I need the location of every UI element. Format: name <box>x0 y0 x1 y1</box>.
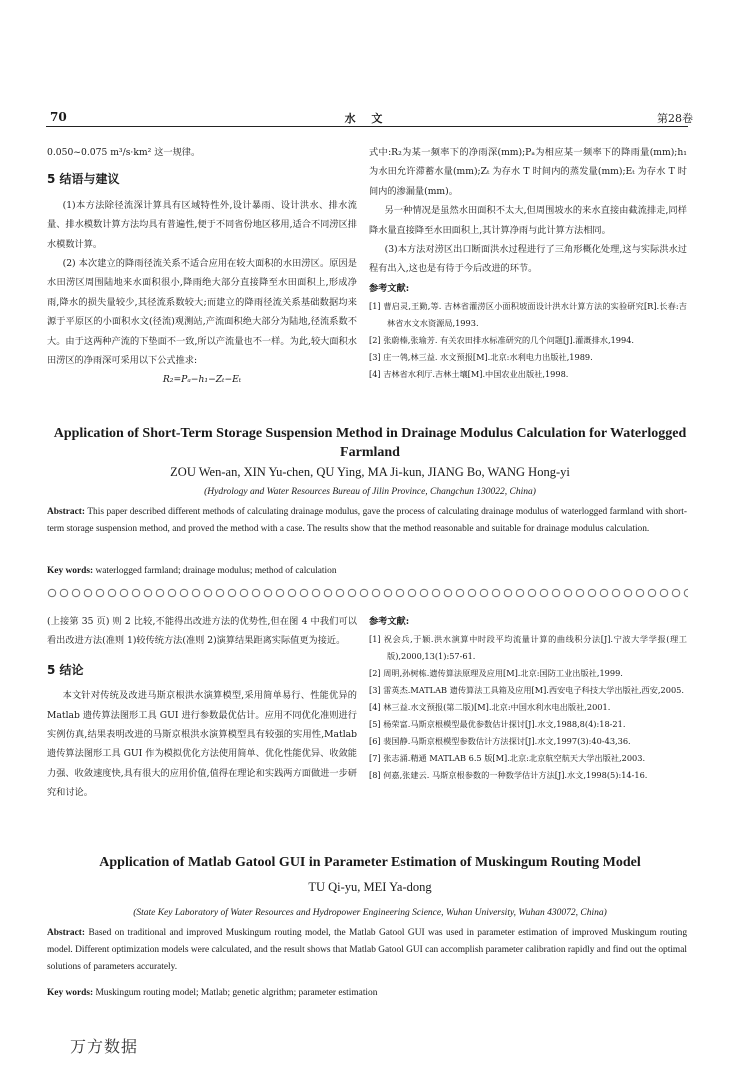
reference-item: [5] 杨荣富.马斯京根模型最优参数估计探讨[J].水文,1988,8(4):18-21. <box>369 719 626 730</box>
reference-item: [7] 张志涌.精通 MATLAB 6.5 版[M].北京:北京航空航天大学出版社,2003. <box>369 753 646 764</box>
article1-right-column <box>369 143 687 383</box>
formula: R₂=Pₐ−h₁−Zₜ−Eₜ <box>162 374 242 386</box>
keywords-label: Key words: <box>47 988 94 998</box>
reference-item: [1] 曹启灵,王勤,等. 吉林省灌涝区小面积坡面设计洪水计算方法的实验研究[R].长春:吉林省水文水资源局,1993. <box>369 301 687 329</box>
watermark: 万方数据 <box>70 1037 139 1056</box>
article2-right-column <box>369 612 687 784</box>
references-title: 参考文献: <box>369 282 410 294</box>
english-keywords <box>47 985 687 1002</box>
english-abstract <box>47 504 687 538</box>
page-number: 70 <box>50 110 67 124</box>
paragraph: (2) 本次建立的降雨径流关系不适合应用在较大面积的水田涝区。原因是水田涝区周围陆地来水面积很小,降雨绝大部分直接降至水田面积上,形成净雨,降水的损失量较少,其径流系数较大;而建立的降雨径流关系基础数据均来源于平原区的小面积水文(径流)观测站,产流面积绝大部分为陆地,径流系数不大。由于这两种产流的下垫面不一致,所以产流量也不一样。为此,较大面积水田涝区的净雨深可采用以下公式推求: <box>47 258 357 367</box>
reference-item: [2] 张蔚榛,张瑜芳. 有关农田排水标准研究的几个问题[J].灌溉排水,1994. <box>369 335 635 346</box>
reference-item: [4] 吉林省水利厅.吉林土壤[M].中国农业出版社,1998. <box>369 369 569 380</box>
english-authors: TU Qi-yu, MEI Ya-dong <box>308 880 432 894</box>
english-title: Application of Short-Term Storage Suspension Method in Drainage Modulus Calculation for Waterlogged Farmland <box>53 426 687 460</box>
paragraph: (1)本方法除径流深计算具有区域特性外,设计暴雨、设计洪水、排水流量、排水模数计算方法均具有普遍性,便于不同省份地区移用,适合不同涝区排水模数计算。 <box>47 199 357 250</box>
english-affiliation: (Hydrology and Water Resources Bureau of Jilin Province, Changchun 130022, China) <box>204 487 536 497</box>
english-abstract <box>47 925 687 977</box>
paragraph: 0.050~0.075 m³/s·km² 这一规律。 <box>47 147 201 158</box>
section-title: 5 结论 <box>47 662 84 677</box>
reference-item: [6] 裴国静.马斯京根模型参数估计方法探讨[J].水文,1997(3):40-43,36. <box>369 736 631 747</box>
article1-left-column <box>47 143 357 390</box>
reference-item: [3] 雷英杰.MATLAB 遗传算法工具箱及应用[M].西安电子科技大学出版社,西安,2005. <box>369 685 684 696</box>
abstract-label: Abstract: <box>47 928 86 938</box>
volume-label: 第28卷 <box>657 112 693 125</box>
abstract-label: Abstract: <box>47 507 86 517</box>
english-affiliation: (State Key Laboratory of Water Resources and Hydropower Engineering Science, Wuhan University, Wuhan 430072, China) <box>133 908 607 918</box>
english-authors: ZOU Wen-an, XIN Yu-chen, QU Ying, MA Ji-kun, JIANG Bo, WANG Hong-yi <box>170 465 570 479</box>
header-rule <box>46 126 688 127</box>
section-title: 5 结语与建议 <box>47 172 120 187</box>
english-title: Application of Matlab Gatool GUI in Parameter Estimation of Muskingum Routing Model <box>99 855 641 870</box>
journal-name: 水 文 <box>344 112 389 125</box>
abstract-text: This paper described different methods of calculating drainage modulus, gave the process of calculating drainage modulus of waterlogged farmland with short-term storage suspension method, and proved the method with a case. The results show that the method reasonable and suitable for drainage modulus calculation. <box>47 507 687 535</box>
reference-item: [1] 祝会兵,于颖.洪水演算中时段平均流量计算的曲线积分法[J].宁波大学学报(理工版),2000,13(1):57-61. <box>369 634 687 662</box>
paragraph: (上接第 35 页) 则 2 比较,不能得出改进方法的优势性,但在图 4 中我们可以看出改进方法(准则 1)较传统方法(准则 2)演算结果距离实际值更为接近。 <box>47 616 357 647</box>
references-title: 参考文献: <box>369 616 410 627</box>
paragraph: 本文针对传统及改进马斯京根洪水演算模型,采用简单易行、性能优异的 Matlab 遗传算法图形工具 GUI 进行参数最优估计。应用不同优化准则进行实例仿真,结果表明改进的马斯京根洪水演算模型具有较强的实用性,Matlab 遗传算法图形工具 GUI 作为模拟优化方法使用简单、优化性能优异、收敛能力强、收敛速度快,具有很大的应用价值,值得在理论和实践两方面做进一步研究和讨论。 <box>47 690 357 799</box>
keywords-text: waterlogged farmland; drainage modulus; method of calculation <box>95 566 337 576</box>
reference-item: [3] 庄一鸰,林三益. 水文预报[M].北京:水利电力出版社,1989. <box>369 352 593 363</box>
paragraph: 式中:R₂为某一频率下的净雨深(mm);Pₐ为相应某一频率下的降雨量(mm);h₁ 为水田允许滞蓄水量(mm);Zₜ 为存水 T 时间内的蒸发量(mm);Eₜ 为存水 T 时间内的渗漏量(mm)。 <box>369 147 687 197</box>
english-keywords <box>47 563 687 580</box>
keywords-text: Muskingum routing model; Matlab; genetic algrithm; parameter estimation <box>95 988 378 998</box>
reference-item: [2] 周明,孙树栋.遗传算法原理及应用[M].北京:国防工业出版社,1999. <box>369 668 623 679</box>
abstract-text: Based on traditional and improved Muskingum routing model, the Matlab Gatool GUI was used in parameter estimation of improved Muskingum routing model. Different optimization models were calculated, and the result shows that Matlab Gatool GUI can accomplish parameter calibration rapidly and find out the optimal solutions of parameters accurately. <box>47 928 688 973</box>
keywords-label: Key words: <box>47 566 94 576</box>
article2-left-column <box>47 612 357 803</box>
reference-item: [8] 何嘉,张建云. 马斯京根参数的一种数学估计方法[J].水文,1998(5):14-16. <box>369 770 648 781</box>
paragraph: 另一种情况是虽然水田面积不太大,但周围坡水的来水直接由截流排走,同样降水量直接降至水田面积上,其计算净雨与此计算方法相同。 <box>369 205 687 236</box>
paragraph: (3)本方法对涝区出口断面洪水过程进行了三角形概化处理,这与实际洪水过程有出入,这也是有待于今后改进的环节。 <box>369 244 687 275</box>
reference-item: [4] 林三益.水文预报(第二版)[M].北京:中国水利水电出版社,2001. <box>369 702 611 713</box>
ornamental-divider <box>46 587 688 599</box>
